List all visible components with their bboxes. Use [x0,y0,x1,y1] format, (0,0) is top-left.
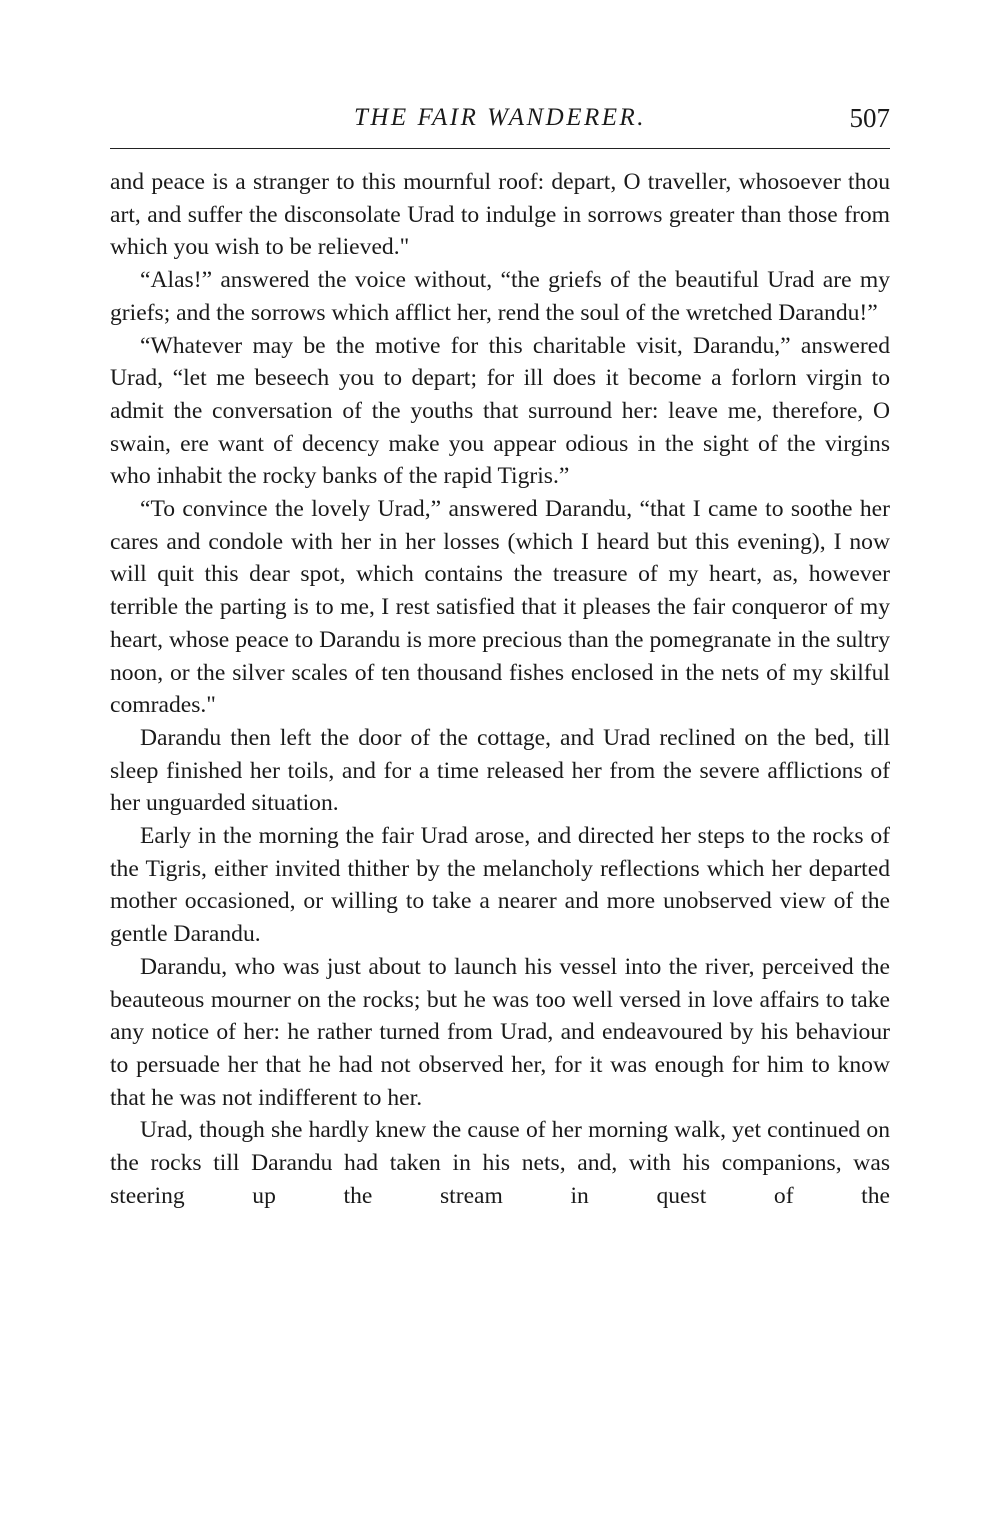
paragraph: “Whatever may be the motive for this charitable visit, Darandu,” answered Urad, “let me beseech you to depart; for ill does it become a forlorn virgin to admit the conversation of the youths that surround her: leave me, therefore, O swain, ere want of decency make you appear odious in the sight of the virgins who inhabit the rocky banks of the rapid Tigris.” [110,332,890,490]
header-rule [110,148,890,149]
paragraph: Early in the morning the fair Urad arose, and directed her steps to the rocks of the Tigris, either invited thither by the melancholy reflections which her departed mother occasioned, or willing to take a nearer and more unobserved view of the gentle Darandu. [110,823,890,948]
paragraph: Darandu, who was just about to launch his vessel into the river, perceived the beauteous mourner on the rocks; but he was too well versed in love affairs to take any notice of her: he rather turned from Urad, and endeavoured by his behaviour to persuade her that he had not observed her, for it was enough for him to know that he was not indifferent to her. [110,953,890,1111]
running-head [110,98,890,138]
paragraph: “To convince the lovely Urad,” answered Darandu, “that I came to soothe her cares and condole with her in her losses (which I heard but this evening), I now will quit this dear spot, which contains the treasure of my heart, as, however terrible the parting is to me, I rest satisfied that it pleases the fair conqueror of my heart, whose peace to Darandu is more precious than the pomegranate in the sultry noon, or the silver scales of ten thousand fishes enclosed in the nets of my skilful comrades." [110,496,890,719]
paragraph: Darandu then left the door of the cottage, and Urad reclined on the bed, till sleep finished her toils, and for a time released her from the severe afflictions of her unguarded situation. [110,724,890,817]
running-title: THE FAIR WANDERER. [353,104,647,131]
paragraph: “Alas!” answered the voice without, “the griefs of the beautiful Urad are my griefs; and the sorrows which afflict her, rend the soul of the wretched Darandu!” [110,267,890,326]
page-number: 507 [849,103,890,133]
paragraph: and peace is a stranger to this mournful roof: depart, O traveller, whosoever thou art, and suffer the disconsolate Urad to indulge in sorrows greater than those from which you wish to be relieved." [110,169,890,261]
body-text [110,166,890,1213]
paragraph: Urad, though she hardly knew the cause of her morning walk, yet continued on the rocks till Darandu had taken in his nets, and, with his companions, was steering up the stream in quest of the [110,1117,890,1209]
